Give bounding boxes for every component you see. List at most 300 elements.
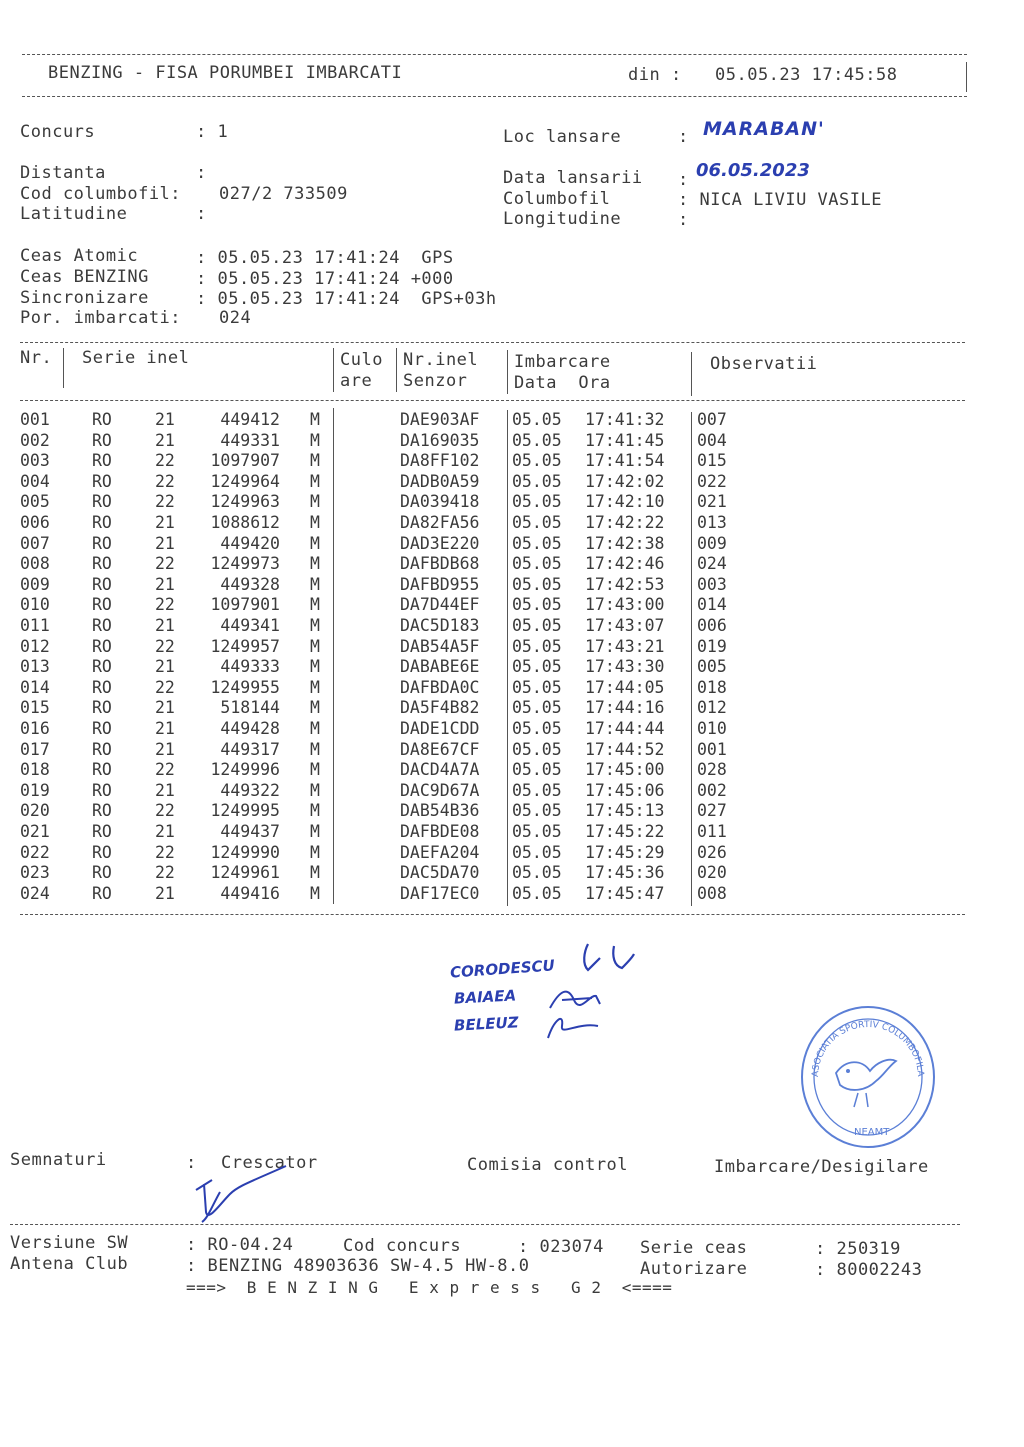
table-row (0, 884, 1024, 905)
cell-obs: 015 (697, 451, 727, 471)
cell-sex: M (310, 533, 320, 553)
cell-tara: RO (92, 636, 112, 656)
table-row (0, 801, 1024, 822)
cell-data: 05.05 (512, 430, 562, 450)
table-row (0, 431, 1024, 452)
cell-obs: 024 (697, 554, 727, 574)
cell-senzor: DA039418 (400, 492, 480, 512)
cell-ora: 17:44:05 (585, 677, 665, 697)
cell-tara: RO (92, 574, 112, 594)
cell-obs: 022 (697, 471, 727, 491)
cell-obs: 004 (697, 430, 727, 450)
latitudine-colon: : (196, 204, 207, 224)
table-row (0, 554, 1024, 575)
cell-senzor: DAFBDE08 (400, 822, 480, 841)
cell-sex: M (310, 513, 320, 532)
cell-tara: RO (92, 657, 112, 677)
cell-senzor: DAFBDA0C (400, 677, 480, 697)
cell-an: 21 (155, 739, 175, 759)
cell-obs: 002 (697, 780, 727, 800)
cell-data: 05.05 (512, 677, 562, 697)
cell-nr: 012 (20, 636, 50, 656)
autorizare-label: Autorizare (640, 1259, 748, 1279)
semnaturi-colon: : (186, 1153, 197, 1173)
handwritten-signatures (540, 930, 650, 1040)
latitudine-label: Latitudine (20, 204, 128, 224)
cell-data: 05.05 (512, 780, 562, 800)
hdr-divider-2 (333, 348, 334, 392)
cell-obs: 018 (697, 677, 727, 697)
cell-tara: RO (92, 842, 112, 862)
cell-data: 05.05 (512, 492, 562, 512)
cell-obs: 021 (697, 492, 727, 512)
cell-inel: 1088612 (210, 513, 280, 532)
cell-data: 05.05 (512, 574, 562, 594)
cell-nr: 021 (20, 822, 50, 841)
ceas-benzing-value: : 05.05.23 17:41:24 +000 (196, 269, 454, 289)
cell-an: 21 (155, 513, 175, 532)
table-row (0, 575, 1024, 596)
cell-obs: 005 (697, 657, 727, 677)
cell-ora: 17:42:53 (585, 574, 665, 594)
cell-ora: 17:45:22 (585, 822, 665, 841)
cell-sex: M (310, 698, 320, 718)
cell-ora: 17:42:10 (585, 492, 665, 512)
cell-senzor: DAF17EC0 (400, 883, 480, 903)
cell-nr: 004 (20, 471, 50, 491)
cell-data: 05.05 (512, 471, 562, 491)
cell-nr: 007 (20, 533, 50, 553)
cell-data: 05.05 (512, 822, 562, 841)
cell-ora: 17:43:00 (585, 595, 665, 615)
table-row (0, 616, 1024, 637)
cell-obs: 009 (697, 533, 727, 553)
versiune-sw-label: Versiune SW (10, 1233, 129, 1253)
cell-tara: RO (92, 883, 112, 903)
cell-tara: RO (92, 451, 112, 471)
cell-inel: 1249990 (210, 842, 280, 862)
hdr-divider-4 (507, 350, 508, 394)
cell-ora: 17:45:47 (585, 883, 665, 903)
cell-ora: 17:45:36 (585, 863, 665, 883)
cell-nr: 009 (20, 574, 50, 594)
cell-ora: 17:42:38 (585, 533, 665, 553)
cell-an: 21 (155, 780, 175, 800)
cell-ora: 17:45:13 (585, 801, 665, 821)
serie-ceas-value: : 250319 (815, 1239, 901, 1259)
columbofil-label: Columbofil (503, 189, 611, 209)
cell-an: 22 (155, 677, 175, 697)
cell-data: 05.05 (512, 883, 562, 903)
cell-inel: 449331 (220, 430, 280, 450)
longitudine-colon: : (678, 210, 689, 230)
cell-data: 05.05 (512, 842, 562, 862)
cell-data: 05.05 (512, 451, 562, 471)
crescator-signature (190, 1160, 310, 1230)
cell-ora: 17:44:52 (585, 739, 665, 759)
col-header-imbarcare-2: Data Ora (514, 373, 611, 393)
cell-an: 22 (155, 554, 175, 574)
cell-tara: RO (92, 822, 112, 841)
cell-nr: 020 (20, 801, 50, 821)
table-row (0, 451, 1024, 472)
cod-concurs-label: Cod concurs (343, 1236, 462, 1256)
hdr-divider-1 (63, 348, 64, 388)
cell-inel: 449322 (220, 780, 280, 800)
table-row (0, 472, 1024, 493)
cell-inel: 449416 (220, 883, 280, 903)
cell-senzor: DABABE6E (400, 657, 480, 677)
table-row (0, 863, 1024, 884)
antena-club-label: Antena Club (10, 1254, 129, 1274)
cell-nr: 006 (20, 513, 50, 532)
header-top-border (22, 54, 967, 55)
cell-sex: M (310, 883, 320, 903)
cell-nr: 008 (20, 554, 50, 574)
cell-inel: 449328 (220, 574, 280, 594)
cell-data: 05.05 (512, 616, 562, 635)
svg-text:NEAMT: NEAMT (854, 1127, 890, 1138)
cell-an: 22 (155, 760, 175, 780)
form-title: BENZING - FISA PORUMBEI IMBARCATI (48, 63, 403, 83)
cell-inel: 449420 (220, 533, 280, 553)
cell-tara: RO (92, 780, 112, 800)
handwritten-name-2: BAIAEA (453, 986, 517, 1008)
cell-nr: 003 (20, 451, 50, 471)
loc-lansare-colon: : (678, 127, 689, 147)
cell-data: 05.05 (512, 863, 562, 883)
table-header-bottom-border (20, 400, 965, 401)
cell-data: 05.05 (512, 533, 562, 553)
semnaturi-label: Semnaturi (10, 1150, 107, 1170)
handwritten-name-3: BELEUZ (453, 1013, 519, 1035)
cell-an: 22 (155, 636, 175, 656)
din-label: din : (628, 65, 682, 85)
cell-nr: 023 (20, 863, 50, 883)
cell-an: 21 (155, 657, 175, 677)
cell-sex: M (310, 410, 320, 429)
cell-tara: RO (92, 410, 112, 429)
cell-senzor: DAFBDB68 (400, 554, 480, 574)
cell-inel: 1097907 (210, 451, 280, 471)
col-header-nrinel-2: Senzor (403, 371, 468, 391)
ceas-atomic-value: : 05.05.23 17:41:24 GPS (196, 248, 454, 268)
col-header-imbarcare-1: Imbarcare (514, 352, 611, 372)
hdr-divider-3 (396, 348, 397, 392)
cell-inel: 449341 (220, 616, 280, 635)
table-row (0, 719, 1024, 740)
cell-nr: 015 (20, 698, 50, 718)
cell-tara: RO (92, 801, 112, 821)
cell-inel: 1249964 (210, 471, 280, 491)
table-bottom-border (20, 914, 965, 915)
hdr-divider-5 (691, 352, 692, 396)
por-imbarcati-value: 024 (219, 308, 252, 328)
cell-tara: RO (92, 554, 112, 574)
cell-tara: RO (92, 863, 112, 883)
cell-nr: 017 (20, 739, 50, 759)
cell-senzor: DADE1CDD (400, 719, 480, 738)
cell-obs: 028 (697, 760, 727, 780)
cell-obs: 014 (697, 595, 727, 615)
cell-data: 05.05 (512, 513, 562, 532)
din-value: 05.05.23 17:45:58 (715, 65, 898, 85)
table-row (0, 657, 1024, 678)
table-row (0, 595, 1024, 616)
cell-obs: 007 (697, 410, 727, 429)
cell-an: 21 (155, 574, 175, 594)
cell-an: 22 (155, 842, 175, 862)
ceas-benzing-label: Ceas BENZING (20, 267, 149, 287)
cell-data: 05.05 (512, 595, 562, 615)
table-row (0, 637, 1024, 658)
cell-an: 21 (155, 698, 175, 718)
sincronizare-label: Sincronizare (20, 288, 149, 308)
cell-data: 05.05 (512, 698, 562, 718)
cell-inel: 449412 (220, 410, 280, 429)
cell-ora: 17:41:32 (585, 410, 665, 429)
cell-sex: M (310, 780, 320, 800)
cell-nr: 002 (20, 430, 50, 450)
cell-senzor: DAE903AF (400, 410, 480, 429)
cell-sex: M (310, 822, 320, 841)
cell-an: 21 (155, 719, 175, 738)
cell-inel: 1249963 (210, 492, 280, 512)
cell-inel: 1249957 (210, 636, 280, 656)
cell-sex: M (310, 739, 320, 759)
cell-nr: 016 (20, 719, 50, 738)
cell-sex: M (310, 801, 320, 821)
comisia-control-label: Comisia control (467, 1155, 629, 1175)
cell-obs: 012 (697, 698, 727, 718)
cell-inel: 449317 (220, 739, 280, 759)
cell-sex: M (310, 677, 320, 697)
cell-sex: M (310, 451, 320, 471)
cell-senzor: DA8E67CF (400, 739, 480, 759)
cell-inel: 1249995 (210, 801, 280, 821)
cell-senzor: DACD4A7A (400, 760, 480, 780)
cell-senzor: DAEFA204 (400, 842, 480, 862)
cell-ora: 17:42:46 (585, 554, 665, 574)
cell-sex: M (310, 842, 320, 862)
header-right-border (966, 62, 967, 92)
table-row (0, 781, 1024, 802)
cell-data: 05.05 (512, 554, 562, 574)
svg-text:ASOCIATIA SPORTIV COLUMBOFILA: ASOCIATIA SPORTIV COLUMBOFILA (810, 1019, 926, 1078)
table-body (0, 410, 1024, 910)
cell-an: 21 (155, 883, 175, 903)
cell-nr: 024 (20, 883, 50, 903)
distanta-colon: : (196, 163, 207, 183)
cell-senzor: DAB54B36 (400, 801, 480, 821)
sincronizare-value: : 05.05.23 17:41:24 GPS+03h (196, 289, 497, 309)
cell-senzor: DAC5DA70 (400, 863, 480, 883)
cell-tara: RO (92, 698, 112, 718)
cell-sex: M (310, 657, 320, 677)
cell-sex: M (310, 492, 320, 512)
loc-lansare-value: MARABAN' (703, 118, 825, 140)
cell-senzor: DA7D44EF (400, 595, 480, 615)
cell-sex: M (310, 595, 320, 615)
cell-data: 05.05 (512, 410, 562, 429)
cell-tara: RO (92, 677, 112, 697)
cell-nr: 010 (20, 595, 50, 615)
table-row (0, 678, 1024, 699)
col-header-observatii: Observatii (710, 354, 818, 374)
cell-senzor: DA5F4B82 (400, 698, 480, 718)
cod-concurs-value: : 023074 (518, 1237, 604, 1257)
cell-data: 05.05 (512, 760, 562, 780)
cell-nr: 014 (20, 677, 50, 697)
col-header-nrinel-1: Nr.inel (403, 350, 479, 370)
cell-tara: RO (92, 533, 112, 553)
cell-sex: M (310, 863, 320, 883)
table-row (0, 410, 1024, 431)
cell-ora: 17:44:16 (585, 698, 665, 718)
antena-club-value: : BENZING 48903636 SW-4.5 HW-8.0 (186, 1256, 530, 1276)
cell-an: 22 (155, 492, 175, 512)
cell-senzor: DA169035 (400, 430, 480, 450)
cell-sex: M (310, 616, 320, 635)
distanta-label: Distanta (20, 163, 106, 183)
cell-tara: RO (92, 616, 112, 635)
cell-ora: 17:44:44 (585, 719, 665, 738)
cell-ora: 17:42:22 (585, 513, 665, 532)
header-bottom-border (22, 96, 967, 97)
cell-obs: 013 (697, 513, 727, 532)
concurs-label: Concurs (20, 122, 96, 142)
table-row (0, 534, 1024, 555)
cell-an: 22 (155, 801, 175, 821)
col-header-serie: Serie inel (82, 348, 190, 368)
cell-senzor: DA8FF102 (400, 451, 480, 471)
cell-sex: M (310, 636, 320, 656)
cell-nr: 019 (20, 780, 50, 800)
cell-tara: RO (92, 430, 112, 450)
cell-sex: M (310, 574, 320, 594)
longitudine-label: Longitudine (503, 209, 622, 229)
table-row (0, 843, 1024, 864)
cell-tara: RO (92, 471, 112, 491)
cell-inel: 449428 (220, 719, 280, 738)
cell-ora: 17:41:45 (585, 430, 665, 450)
cell-ora: 17:43:30 (585, 657, 665, 677)
cell-senzor: DAD3E220 (400, 533, 480, 553)
cell-senzor: DAB54A5F (400, 636, 480, 656)
cell-an: 21 (155, 410, 175, 429)
benzing-express-banner: ===> B E N Z I N G E x p r e s s G 2 <==== (186, 1278, 673, 1297)
cell-obs: 020 (697, 863, 727, 883)
cell-ora: 17:42:02 (585, 471, 665, 491)
cell-data: 05.05 (512, 739, 562, 759)
serie-ceas-label: Serie ceas (640, 1238, 748, 1258)
versiune-sw-value: : RO-04.24 (186, 1235, 294, 1255)
cell-an: 21 (155, 616, 175, 635)
cell-obs: 006 (697, 616, 727, 635)
cell-an: 21 (155, 430, 175, 450)
por-imbarcati-label: Por. imbarcati: (20, 308, 182, 328)
footer-top-border (10, 1224, 960, 1225)
cell-senzor: DAC5D183 (400, 616, 480, 635)
crescator-label: Crescator (221, 1153, 318, 1173)
cell-data: 05.05 (512, 636, 562, 656)
col-header-culoare-1: Culo (340, 350, 383, 370)
association-stamp (796, 1003, 940, 1151)
cell-an: 22 (155, 863, 175, 883)
cell-senzor: DAC9D67A (400, 780, 480, 800)
cell-obs: 011 (697, 822, 727, 841)
cell-ora: 17:43:07 (585, 616, 665, 635)
cell-inel: 1249996 (210, 760, 280, 780)
cell-nr: 013 (20, 657, 50, 677)
cell-an: 22 (155, 451, 175, 471)
cell-ora: 17:41:54 (585, 451, 665, 471)
loc-lansare-label: Loc lansare (503, 127, 622, 147)
cell-ora: 17:45:29 (585, 842, 665, 862)
cell-data: 05.05 (512, 657, 562, 677)
cell-senzor: DA82FA56 (400, 513, 480, 532)
table-top-border (20, 342, 965, 343)
data-lansarii-value: 06.05.2023 (696, 160, 810, 181)
table-row (0, 822, 1024, 843)
handwritten-name-1: CORODESCU (449, 956, 556, 982)
cell-inel: 449437 (220, 822, 280, 841)
cell-senzor: DAFBD955 (400, 574, 480, 594)
col-header-nr: Nr. (20, 348, 53, 368)
cod-columbofil-value: 027/2 733509 (219, 184, 348, 204)
table-row (0, 698, 1024, 719)
cell-nr: 018 (20, 760, 50, 780)
cell-inel: 449333 (220, 657, 280, 677)
cell-inel: 1249973 (210, 554, 280, 574)
columbofil-value: : NICA LIVIU VASILE (678, 190, 882, 210)
table-row (0, 760, 1024, 781)
cod-columbofil-label: Cod columbofil: (20, 184, 182, 204)
data-lansarii-colon: : (678, 170, 689, 190)
cell-tara: RO (92, 595, 112, 615)
cell-obs: 010 (697, 719, 727, 738)
data-lansarii-label: Data lansarii (503, 168, 643, 188)
cell-an: 21 (155, 533, 175, 553)
cell-tara: RO (92, 760, 112, 780)
cell-nr: 005 (20, 492, 50, 512)
autorizare-value: : 80002243 (815, 1260, 923, 1280)
cell-inel: 1249955 (210, 677, 280, 697)
cell-ora: 17:45:06 (585, 780, 665, 800)
cell-sex: M (310, 719, 320, 738)
cell-nr: 022 (20, 842, 50, 862)
table-row (0, 513, 1024, 534)
concurs-value: : 1 (196, 122, 229, 142)
cell-data: 05.05 (512, 719, 562, 738)
cell-sex: M (310, 471, 320, 491)
cell-tara: RO (92, 719, 112, 738)
table-row (0, 492, 1024, 513)
imbarcare-desigilare-label: Imbarcare/Desigilare (714, 1157, 929, 1177)
cell-tara: RO (92, 492, 112, 512)
cell-sex: M (310, 760, 320, 780)
cell-obs: 026 (697, 842, 727, 862)
ceas-atomic-label: Ceas Atomic (20, 246, 139, 266)
cell-tara: RO (92, 739, 112, 759)
cell-an: 22 (155, 471, 175, 491)
cell-inel: 1097901 (210, 595, 280, 615)
cell-an: 21 (155, 822, 175, 841)
cell-ora: 17:45:00 (585, 760, 665, 780)
cell-sex: M (310, 430, 320, 450)
cell-ora: 17:43:21 (585, 636, 665, 656)
cell-obs: 008 (697, 883, 727, 903)
